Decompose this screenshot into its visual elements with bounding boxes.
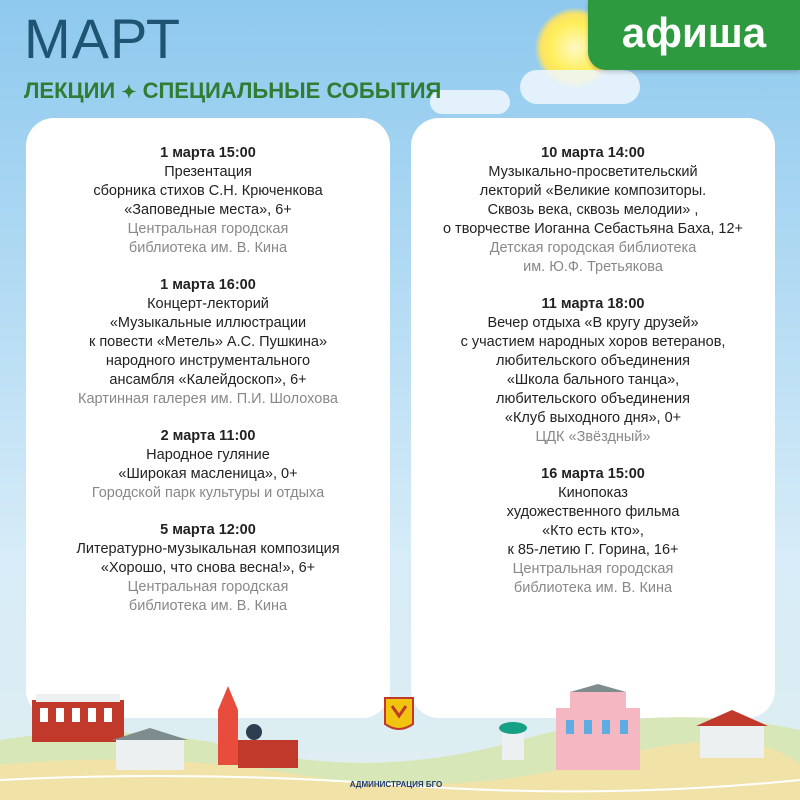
- event-line: Музыкально-просветительский: [488, 164, 698, 180]
- event-line: «Широкая масленица», 0+: [118, 466, 298, 482]
- event-line: лекторий «Великие композиторы.: [479, 183, 707, 199]
- event-date: 11 марта 18:00: [541, 296, 645, 312]
- event-venue: библиотека им. В. Кина: [513, 580, 673, 596]
- event-line: любительского объединения: [496, 391, 690, 407]
- event-line: «Хорошо, что снова весна!», 6+: [100, 560, 316, 576]
- event-venue: библиотека им. В. Кина: [128, 240, 288, 256]
- event-line: к повести «Метель» А.С. Пушкина»: [88, 334, 328, 350]
- event-venue: библиотека им. В. Кина: [128, 598, 288, 614]
- building-theatre: [556, 684, 640, 770]
- event-date: 1 марта 15:00: [160, 145, 256, 161]
- right-events-panel: [411, 118, 775, 718]
- event-venue: Центральная городская: [512, 561, 674, 577]
- building-church: [218, 686, 298, 768]
- event-line: народного инструментального: [105, 353, 311, 369]
- right-events-list: [411, 144, 775, 616]
- building-gallery: [32, 694, 124, 742]
- event-line: Кинопоказ: [558, 485, 628, 501]
- star-separator-icon: ✦: [121, 82, 137, 102]
- subtitle-special-events: СПЕЦИАЛЬНЫЕ СОБЫТИЯ: [142, 78, 442, 103]
- event-line: «Заповедные места», 6+: [124, 202, 292, 218]
- event-line: художественного фильма: [506, 504, 680, 520]
- event-date: 16 марта 15:00: [541, 466, 645, 482]
- event-line: о творчестве Иоганна Себастьяна Баха, 12+: [442, 221, 744, 237]
- event-line: Народное гуляние: [146, 447, 270, 463]
- page-title: МАРТ: [24, 7, 182, 70]
- event-line: Сквозь века, сквозь мелодии» ,: [487, 202, 699, 218]
- administration-logo-text: АДМИНИСТРАЦИЯ БГО: [349, 780, 443, 789]
- event-date: 1 марта 16:00: [160, 277, 256, 293]
- event-item: [411, 465, 775, 598]
- event-item: [411, 295, 775, 447]
- afisha-badge: афиша: [588, 0, 800, 70]
- event-line: любительского объединения: [496, 353, 690, 369]
- cloud-decoration: [430, 90, 510, 114]
- event-line: Концерт-лекторий: [147, 296, 269, 312]
- event-item: [26, 427, 390, 503]
- event-line: «Клуб выходного дня», 0+: [504, 410, 682, 426]
- event-date: 10 марта 14:00: [541, 145, 645, 161]
- event-venue: ЦДК «Звёздный»: [535, 429, 651, 445]
- event-venue: Городской парк культуры и отдыха: [91, 485, 325, 501]
- event-line: с участием народных хоров ветеранов,: [460, 334, 726, 350]
- event-date: 5 марта 12:00: [160, 522, 256, 538]
- event-line: Вечер отдыха «В кругу друзей»: [487, 315, 699, 331]
- event-venue: Детская городская библиотека: [489, 240, 697, 256]
- left-events-panel: [26, 118, 390, 718]
- event-date: 2 марта 11:00: [160, 428, 256, 444]
- rotunda: [499, 722, 527, 760]
- event-line: Презентация: [164, 164, 252, 180]
- event-item: [411, 144, 775, 277]
- event-line: «Музыкальные иллюстрации: [109, 315, 307, 331]
- page-subtitle: [24, 78, 441, 104]
- event-line: ансамбля «Калейдоскоп», 6+: [109, 372, 307, 388]
- building-house: [696, 710, 768, 758]
- event-venue: им. Ю.Ф. Третьякова: [523, 259, 663, 275]
- event-line: «Кто есть кто»,: [542, 523, 644, 539]
- event-venue: Центральная городская: [127, 579, 289, 595]
- event-item: [26, 276, 390, 409]
- event-line: к 85-летию Г. Горина, 16+: [507, 542, 679, 558]
- cloud-decoration: [520, 70, 640, 104]
- subtitle-lectures: ЛЕКЦИИ: [24, 78, 116, 103]
- event-item: [26, 521, 390, 616]
- event-line: «Школа бального танца»,: [506, 372, 680, 388]
- left-events-list: [26, 144, 390, 634]
- event-line: сборника стихов С.Н. Крюченкова: [93, 183, 323, 199]
- event-venue: Центральная городская: [127, 221, 289, 237]
- municipal-logo: [385, 698, 413, 729]
- event-venue: Картинная галерея им. П.И. Шолохова: [78, 391, 338, 407]
- event-line: Литературно-музыкальная композиция: [76, 541, 340, 557]
- event-item: [26, 144, 390, 258]
